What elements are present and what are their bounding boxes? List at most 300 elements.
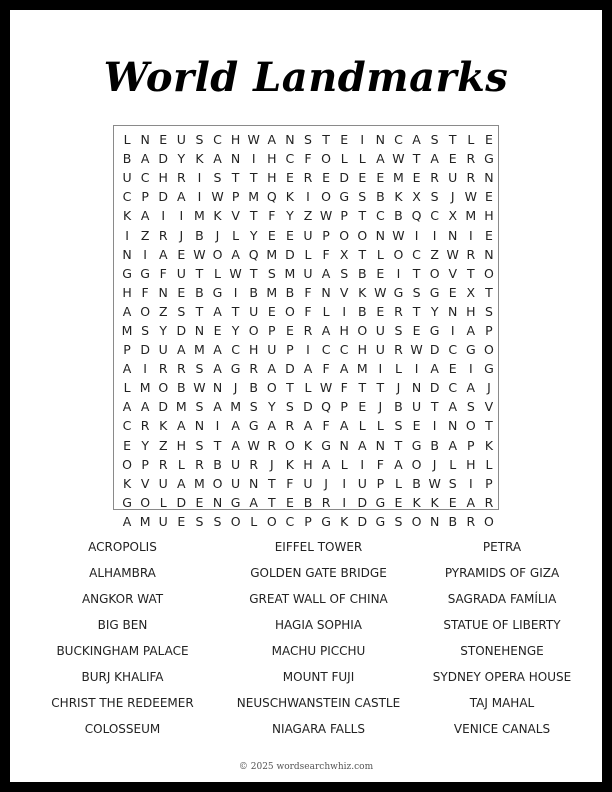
grid-letter: N: [158, 284, 168, 300]
grid-letter: P: [485, 475, 493, 491]
grid-letter: A: [430, 361, 439, 377]
grid-letter: A: [140, 208, 150, 224]
grid-letter: M: [393, 170, 404, 186]
grid-letter: S: [430, 189, 439, 205]
grid-letter: T: [448, 132, 457, 148]
grid-letter: M: [248, 189, 260, 205]
grid-letter: E: [267, 303, 276, 319]
grid-letter: C: [448, 342, 458, 358]
grid-letter: N: [429, 513, 440, 529]
grid-letter: I: [233, 284, 238, 300]
grid-letter: D: [176, 322, 187, 338]
grid-letter: U: [158, 475, 168, 491]
grid-letter: G: [375, 494, 386, 510]
grid-letter: P: [304, 513, 312, 529]
grid-letter: O: [484, 513, 494, 529]
grid-letter: A: [122, 361, 132, 377]
grid-letter: B: [195, 227, 204, 243]
grid-letter: S: [394, 418, 403, 434]
grid-letter: U: [303, 265, 313, 281]
grid-letter: A: [303, 361, 313, 377]
grid-letter: U: [122, 170, 132, 186]
grid-letter: T: [358, 380, 367, 396]
grid-row: [118, 436, 498, 455]
grid-letter: I: [143, 246, 147, 262]
grid-row: [118, 474, 498, 493]
grid-letter: H: [230, 132, 241, 148]
grid-letter: W: [428, 475, 441, 491]
grid-letter: W: [319, 380, 333, 396]
grid-letter: T: [231, 170, 240, 186]
grid-letter: J: [487, 380, 491, 396]
grid-letter: I: [396, 265, 401, 281]
grid-letter: N: [375, 227, 386, 243]
grid-letter: U: [411, 399, 422, 415]
grid-letter: M: [175, 399, 187, 415]
grid-letter: W: [446, 246, 459, 262]
grid-letter: A: [267, 361, 277, 377]
grid-letter: T: [267, 494, 276, 510]
grid-letter: W: [247, 437, 260, 453]
grid-letter: R: [466, 151, 476, 167]
grid-letter: W: [193, 380, 206, 396]
grid-letter: B: [249, 380, 258, 396]
grid-row: [118, 378, 498, 397]
grid-letter: S: [448, 475, 457, 491]
grid-letter: X: [412, 189, 421, 205]
word-list-item: SAGRADA FAMÍLIA: [447, 592, 557, 606]
grid-letter: I: [414, 361, 419, 377]
grid-letter: Q: [321, 399, 331, 415]
grid-letter: O: [465, 418, 476, 434]
grid-letter: A: [231, 437, 240, 453]
grid-letter: B: [357, 265, 367, 281]
grid-letter: S: [195, 361, 204, 377]
word-list-item: MACHU PICCHU: [271, 644, 366, 658]
grid-letter: U: [375, 342, 385, 358]
grid-letter: A: [177, 342, 186, 358]
grid-letter: M: [230, 399, 241, 415]
grid-letter: P: [123, 342, 131, 358]
grid-letter: R: [484, 494, 494, 510]
grid-letter: R: [466, 170, 476, 186]
letter-grid: [113, 125, 499, 529]
grid-row: [118, 264, 498, 283]
grid-row: [118, 493, 498, 512]
grid-row: [118, 245, 498, 264]
grid-letter: D: [158, 151, 169, 167]
grid-letter: E: [195, 494, 204, 510]
grid-letter: J: [378, 399, 383, 415]
grid-letter: N: [339, 437, 349, 453]
grid-letter: B: [195, 284, 204, 300]
grid-letter: N: [484, 246, 494, 262]
grid-letter: S: [195, 399, 204, 415]
grid-letter: H: [122, 284, 132, 300]
grid-letter: K: [358, 284, 367, 300]
grid-letter: A: [140, 151, 150, 167]
grid-letter: M: [284, 265, 296, 281]
grid-letter: D: [303, 399, 313, 415]
grid-letter: J: [269, 456, 274, 472]
grid-letter: C: [321, 342, 331, 358]
grid-letter: V: [448, 265, 458, 281]
grid-letter: A: [213, 342, 222, 358]
grid-letter: G: [321, 437, 331, 453]
grid-letter: C: [285, 151, 295, 167]
grid-letter: T: [485, 418, 493, 434]
word-column-3: [402, 537, 602, 745]
grid-letter: Y: [231, 322, 240, 338]
grid-letter: L: [376, 418, 384, 434]
grid-letter: S: [430, 132, 439, 148]
grid-letter: D: [176, 494, 187, 510]
grid-letter: O: [266, 380, 277, 396]
grid-letter: I: [378, 361, 383, 377]
grid-letter: E: [412, 418, 421, 434]
grid-letter: J: [179, 227, 184, 243]
grid-letter: T: [286, 380, 294, 396]
grid-letter: G: [230, 494, 241, 510]
grid-letter: G: [212, 284, 223, 300]
grid-letter: F: [340, 380, 348, 396]
grid-letter: I: [306, 189, 310, 205]
grid-letter: G: [465, 342, 476, 358]
grid-letter: P: [340, 208, 348, 224]
grid-letter: H: [176, 437, 187, 453]
grid-letter: I: [143, 361, 147, 377]
grid-letter: A: [213, 399, 222, 415]
grid-letter: A: [394, 456, 403, 472]
grid-letter: F: [322, 361, 330, 377]
grid-letter: A: [267, 132, 277, 148]
grid-letter: G: [393, 284, 404, 300]
grid-letter: S: [195, 132, 204, 148]
grid-letter: S: [394, 513, 403, 529]
grid-letter: Q: [411, 208, 422, 224]
grid-letter: G: [484, 151, 494, 167]
grid-letter: L: [449, 456, 457, 472]
grid-letter: E: [376, 303, 385, 319]
grid-letter: S: [358, 189, 367, 205]
grid-letter: B: [412, 475, 421, 491]
grid-letter: D: [285, 246, 295, 262]
grid-letter: L: [485, 456, 493, 472]
grid-letter: H: [466, 303, 476, 319]
grid-letter: A: [267, 418, 277, 434]
grid-letter: K: [285, 456, 294, 472]
grid-letter: H: [339, 322, 349, 338]
word-list-item: BURJ KHALIFA: [81, 670, 164, 684]
grid-letter: A: [303, 418, 313, 434]
grid-row: [118, 416, 498, 435]
grid-letter: C: [339, 342, 349, 358]
grid-letter: I: [468, 227, 473, 243]
grid-letter: I: [450, 322, 455, 338]
grid-letter: O: [158, 380, 169, 396]
grid-letter: O: [411, 456, 422, 472]
grid-letter: A: [448, 399, 458, 415]
grid-letter: A: [466, 494, 476, 510]
grid-letter: K: [159, 418, 168, 434]
grid-letter: K: [394, 189, 403, 205]
grid-letter: A: [448, 437, 458, 453]
grid-letter: X: [448, 208, 458, 224]
grid-letter: M: [194, 475, 205, 491]
grid-letter: E: [448, 494, 457, 510]
grid-letter: A: [231, 246, 240, 262]
grid-letter: A: [466, 322, 476, 338]
grid-letter: T: [412, 265, 421, 281]
grid-letter: S: [304, 132, 312, 148]
grid-letter: T: [394, 437, 403, 453]
grid-letter: E: [448, 284, 457, 300]
grid-letter: A: [177, 189, 186, 205]
word-list-item: SYDNEY OPERA HOUSE: [432, 670, 572, 684]
grid-letter: E: [358, 399, 367, 415]
grid-letter: O: [484, 342, 494, 358]
grid-row: [118, 206, 498, 225]
grid-letter: A: [466, 380, 476, 396]
grid-letter: N: [448, 418, 458, 434]
grid-letter: A: [321, 322, 331, 338]
grid-letter: Z: [140, 227, 150, 243]
word-list-item: VENICE CANALS: [453, 722, 551, 736]
grid-letter: L: [322, 303, 330, 319]
grid-letter: V: [231, 208, 240, 224]
grid-letter: W: [410, 342, 423, 358]
grid-row: [118, 302, 498, 321]
grid-letter: O: [284, 437, 295, 453]
grid-letter: C: [375, 208, 385, 224]
word-list-item: CHRIST THE REDEEMER: [51, 696, 194, 710]
grid-letter: T: [467, 265, 475, 281]
grid-letter: B: [357, 303, 367, 319]
grid-letter: K: [412, 494, 421, 510]
grid-letter: T: [430, 399, 439, 415]
grid-letter: A: [158, 246, 168, 262]
grid-letter: F: [286, 475, 294, 491]
grid-letter: M: [139, 380, 151, 396]
grid-letter: H: [158, 170, 168, 186]
grid-row: [118, 187, 498, 206]
grid-letter: Z: [303, 208, 313, 224]
grid-letter: O: [357, 227, 368, 243]
grid-letter: I: [179, 208, 184, 224]
grid-letter: R: [158, 227, 168, 243]
grid-letter: F: [304, 284, 312, 300]
grid-letter: L: [340, 456, 348, 472]
grid-letter: N: [375, 437, 386, 453]
grid-letter: T: [213, 437, 222, 453]
grid-letter: Y: [141, 437, 149, 453]
grid-letter: T: [249, 208, 258, 224]
grid-letter: R: [466, 246, 476, 262]
grid-letter: C: [412, 246, 421, 262]
grid-letter: C: [122, 418, 132, 434]
grid-letter: L: [250, 513, 258, 529]
grid-letter: I: [197, 189, 202, 205]
grid-letter: L: [376, 246, 384, 262]
grid-letter: I: [360, 132, 365, 148]
word-list-item: MOUNT FUJI: [282, 670, 355, 684]
grid-letter: N: [212, 494, 223, 510]
grid-letter: C: [213, 132, 222, 148]
grid-letter: E: [358, 170, 367, 186]
grid-letter: O: [321, 189, 331, 205]
grid-letter: U: [267, 342, 277, 358]
grid-letter: K: [285, 189, 294, 205]
grid-letter: R: [158, 361, 168, 377]
grid-letter: V: [339, 284, 349, 300]
grid-letter: A: [321, 456, 331, 472]
word-list-item: STONEHENGE: [460, 644, 544, 658]
grid-letter: W: [392, 227, 405, 243]
grid-letter: N: [448, 303, 458, 319]
grid-letter: O: [248, 322, 259, 338]
grid-letter: S: [394, 322, 403, 338]
grid-letter: E: [177, 246, 186, 262]
grid-letter: J: [432, 456, 437, 472]
grid-letter: E: [394, 494, 403, 510]
grid-letter: E: [285, 494, 294, 510]
grid-letter: P: [376, 475, 385, 491]
grid-row: [118, 130, 498, 149]
grid-letter: E: [484, 227, 493, 243]
grid-letter: E: [412, 170, 421, 186]
grid-letter: D: [285, 361, 295, 377]
grid-letter: U: [375, 322, 385, 338]
grid-letter: C: [285, 513, 295, 529]
grid-letter: E: [484, 189, 493, 205]
grid-letter: T: [195, 265, 204, 281]
grid-letter: A: [339, 361, 349, 377]
grid-letter: T: [358, 246, 367, 262]
grid-letter: S: [340, 265, 349, 281]
grid-letter: P: [322, 227, 330, 243]
grid-letter: G: [429, 284, 440, 300]
grid-letter: G: [484, 361, 494, 377]
grid-letter: X: [339, 246, 349, 262]
word-list: [10, 537, 602, 745]
grid-letter: U: [231, 456, 241, 472]
grid-letter: W: [193, 246, 206, 262]
grid-letter: H: [267, 151, 277, 167]
grid-letter: I: [342, 303, 347, 319]
grid-letter: C: [430, 208, 439, 224]
grid-letter: K: [122, 208, 132, 224]
word-list-item: TAJ MAHAL: [469, 696, 535, 710]
grid-letter: B: [430, 437, 439, 453]
grid-letter: O: [230, 513, 241, 529]
grid-row: [118, 397, 498, 416]
grid-letter: S: [466, 399, 475, 415]
grid-letter: G: [140, 265, 150, 281]
grid-letter: U: [158, 342, 168, 358]
grid-letter: L: [394, 361, 402, 377]
grid-letter: R: [285, 418, 295, 434]
grid-letter: E: [448, 361, 457, 377]
grid-letter: I: [306, 342, 310, 358]
grid-letter: R: [394, 342, 403, 358]
grid-letter: B: [249, 284, 258, 300]
grid-letter: R: [466, 513, 476, 529]
grid-letter: A: [321, 265, 331, 281]
grid-letter: O: [357, 322, 368, 338]
grid-letter: H: [249, 342, 259, 358]
grid-letter: T: [322, 132, 330, 148]
grid-letter: B: [303, 494, 313, 510]
grid-letter: H: [466, 456, 476, 472]
grid-letter: N: [212, 380, 223, 396]
grid-letter: R: [430, 170, 439, 186]
grid-letter: A: [177, 475, 186, 491]
grid-letter: R: [158, 456, 168, 472]
grid-letter: U: [249, 303, 259, 319]
grid-letter: S: [177, 303, 186, 319]
grid-letter: A: [213, 361, 222, 377]
grid-letter: J: [450, 189, 455, 205]
grid-letter: C: [140, 170, 150, 186]
grid-letter: J: [215, 227, 220, 243]
grid-letter: N: [122, 246, 132, 262]
grid-letter: R: [303, 170, 313, 186]
grid-letter: P: [268, 322, 276, 338]
page-title: World Landmarks: [103, 54, 509, 101]
word-list-item: GOLDEN GATE BRIDGE: [250, 566, 387, 580]
grid-letter: T: [412, 303, 421, 319]
grid-letter: G: [429, 322, 440, 338]
grid-letter: D: [357, 513, 368, 529]
grid-letter: F: [322, 418, 330, 434]
grid-letter: A: [140, 399, 150, 415]
grid-letter: K: [484, 437, 494, 453]
grid-letter: W: [374, 284, 387, 300]
grid-letter: G: [375, 513, 386, 529]
grid-letter: E: [340, 132, 349, 148]
grid-letter: W: [392, 151, 405, 167]
grid-letter: P: [141, 189, 149, 205]
grid-letter: D: [158, 189, 169, 205]
grid-letter: L: [232, 227, 240, 243]
grid-letter: N: [321, 284, 331, 300]
grid-letter: T: [376, 380, 385, 396]
grid-letter: N: [194, 322, 205, 338]
grid-letter: U: [357, 475, 367, 491]
grid-letter: S: [285, 399, 294, 415]
grid-letter: I: [342, 475, 347, 491]
grid-letter: F: [304, 151, 312, 167]
grid-letter: R: [267, 437, 277, 453]
grid-letter: H: [357, 342, 367, 358]
grid-letter: R: [321, 494, 331, 510]
grid-row: [118, 168, 498, 187]
grid-letter: G: [122, 494, 132, 510]
grid-letter: A: [122, 399, 132, 415]
copyright-footer: © 2025 wordsearchwhiz.com: [238, 762, 374, 772]
grid-letter: V: [140, 475, 150, 491]
grid-letter: W: [211, 189, 224, 205]
word-list-item: ANGKOR WAT: [81, 592, 164, 606]
grid-letter: D: [429, 342, 440, 358]
grid-letter: I: [468, 361, 473, 377]
grid-letter: A: [213, 151, 222, 167]
word-list-item: PYRAMIDS OF GIZA: [444, 566, 560, 580]
grid-letter: I: [215, 418, 220, 434]
grid-letter: B: [213, 456, 222, 472]
grid-letter: K: [195, 151, 204, 167]
grid-letter: S: [195, 513, 204, 529]
